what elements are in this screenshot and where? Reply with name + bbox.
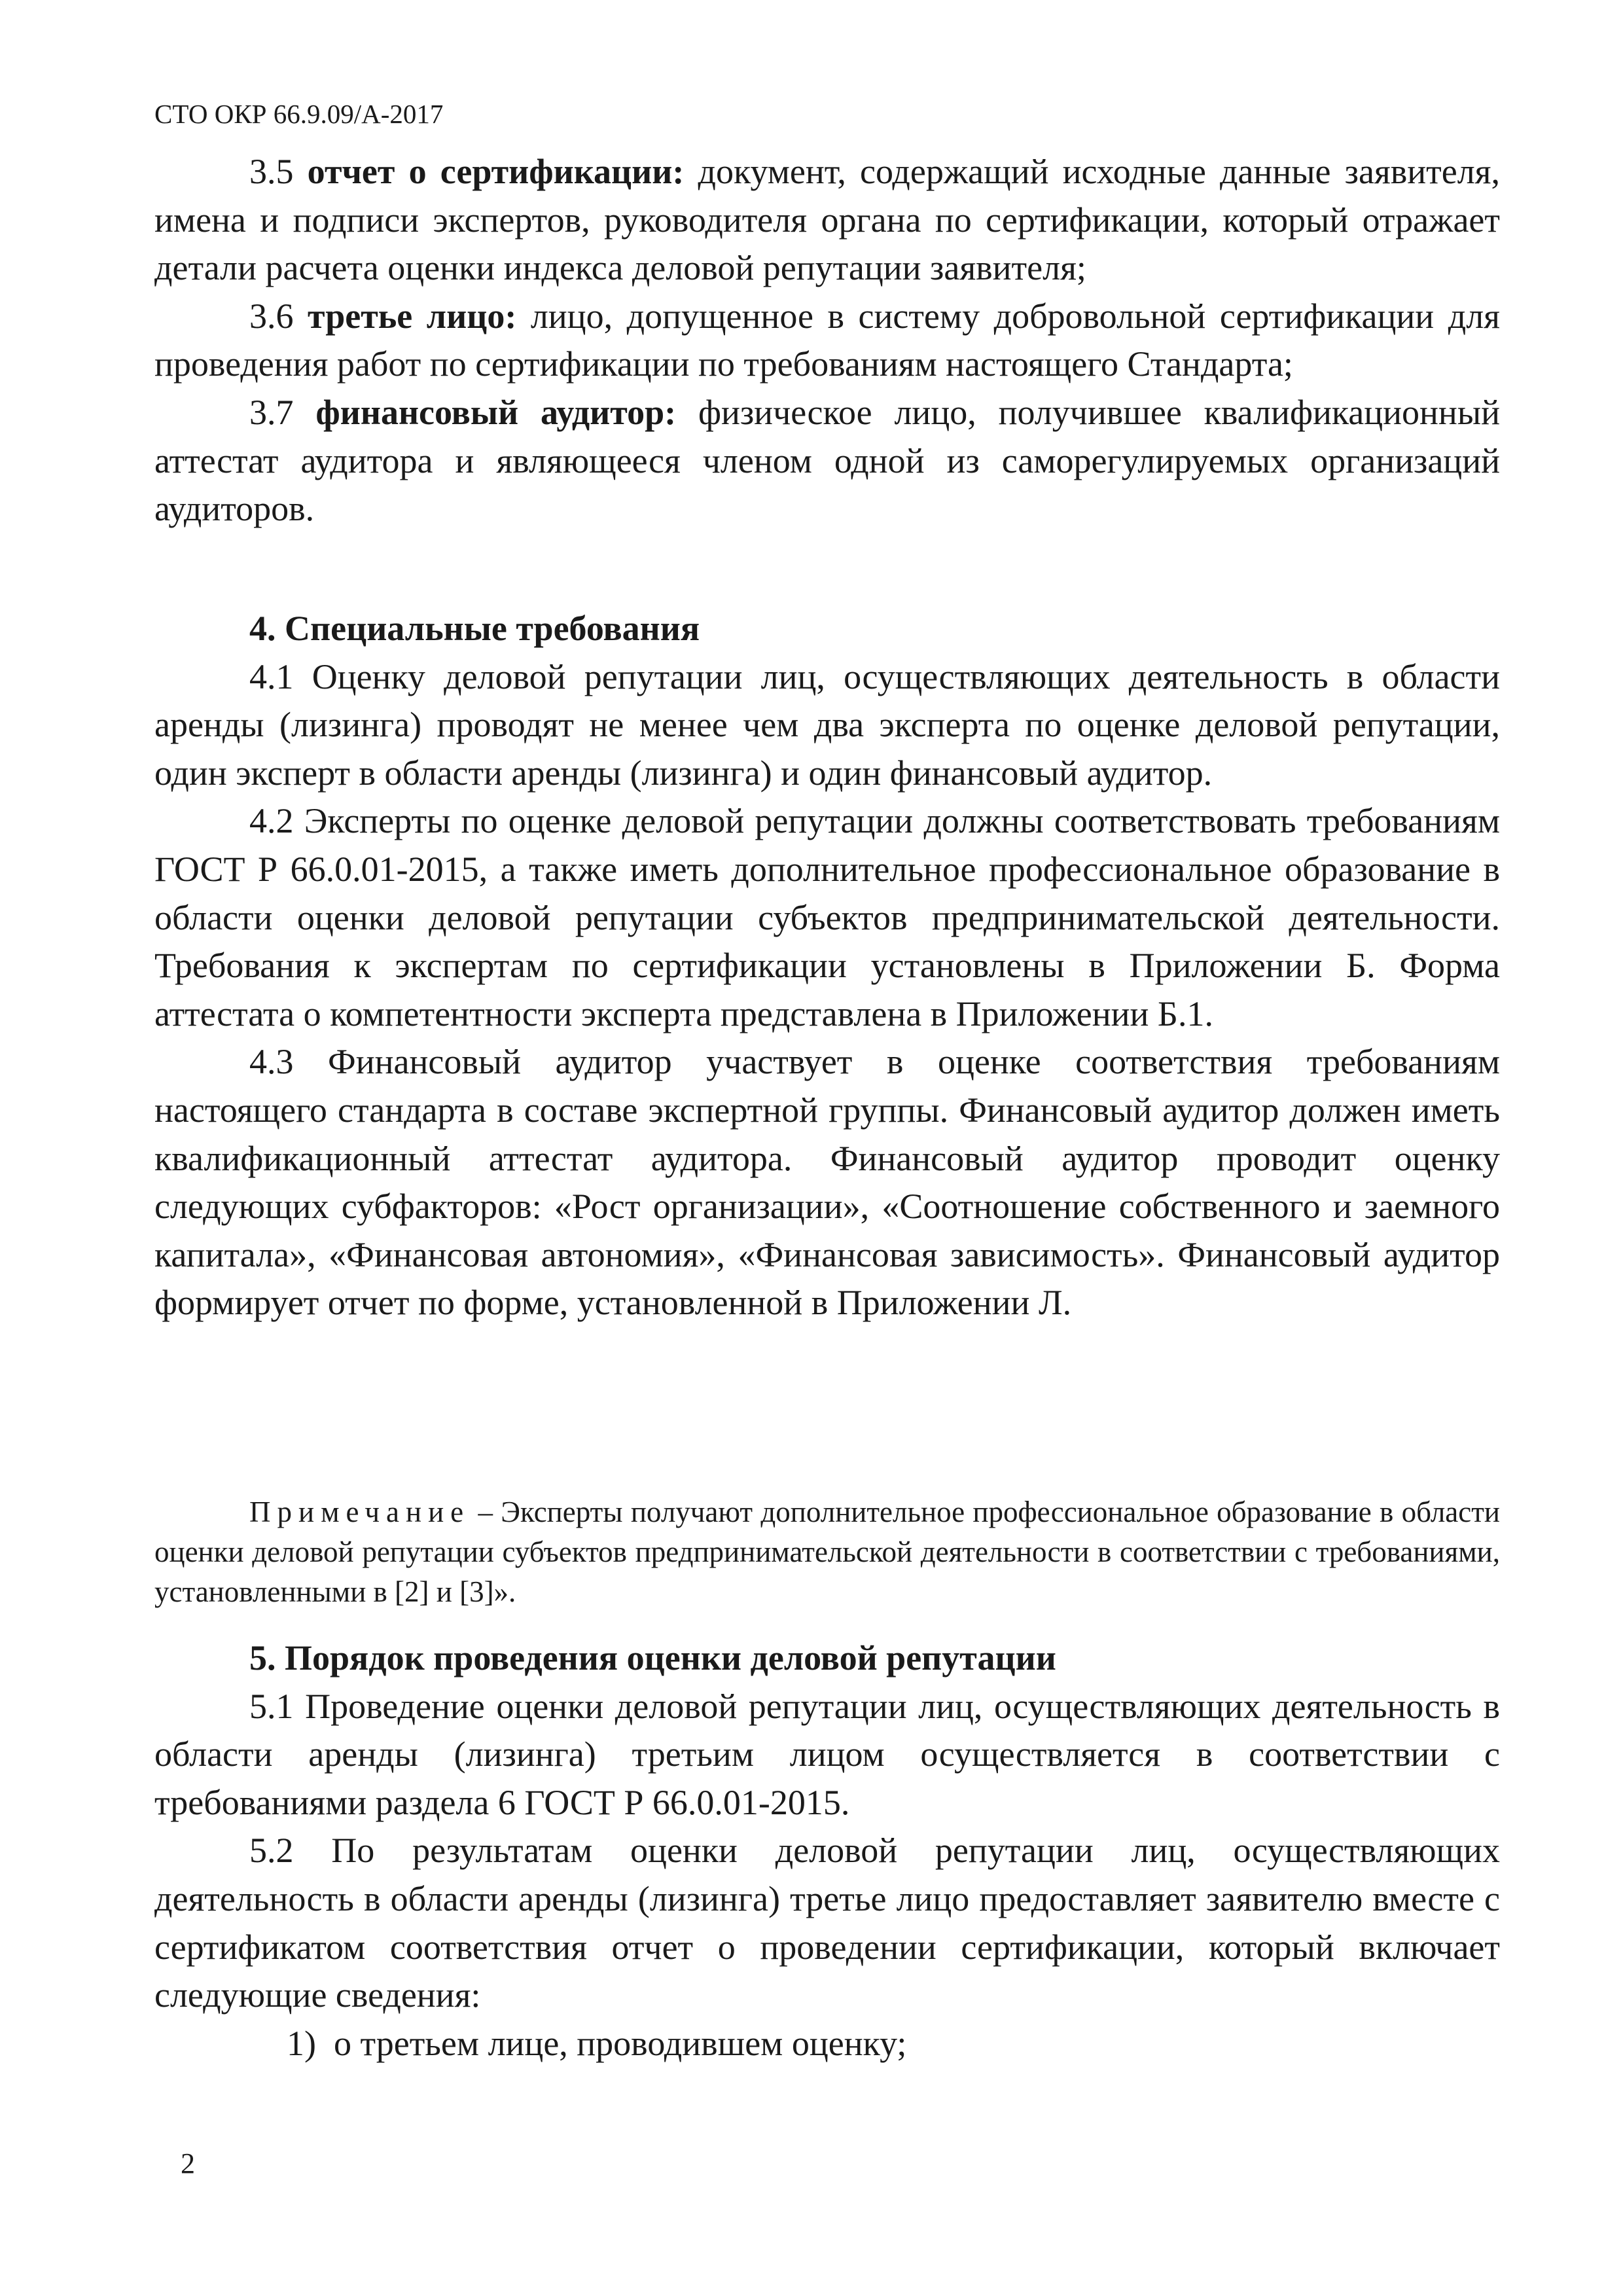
- definition-term: финансовый аудитор:: [315, 392, 677, 432]
- list-marker: 1): [287, 2023, 316, 2063]
- paragraph-4-2: 4.2 Эксперты по оценке деловой репутации должны соответствовать требованиям ГОСТ Р 66.0.01-2015, а также иметь дополнительное профессиональное образование в области оценки деловой репутации субъектов предпринимательской деятельности. Требования к экспертам по сертификации установлены в Приложении Б. Форма аттестата о компетентности эксперта представлена в Приложении Б.1.: [154, 801, 1500, 1033]
- definition-3-6: [154, 293, 1500, 389]
- paragraph-5-1: 5.1 Проведение оценки деловой репутации лиц, осуществляющих деятельность в области аренды (лизинга) третьим лицом осуществляется в соответствии с требованиями раздела 6 ГОСТ Р 66.0.01-2015.: [154, 1686, 1500, 1822]
- definition-text: документ, содержащий исходные данные заявителя, имена и подписи экспертов, руководителя органа по сертификации, который отражает детали расчета оценки индекса деловой репутации заявителя;: [154, 152, 1500, 288]
- section-heading: 4. Специальные требования: [249, 609, 700, 648]
- definition-3-5: [154, 148, 1500, 293]
- paragraph-4-3: 4.3 Финансовый аудитор участвует в оценке соответствия требованиям настоящего стандарта в составе экспертной группы. Финансовый аудитор должен иметь квалификационный аттестат аудитора. Финансовый аудитор проводит оценку следующих субфакторов: «Рост организации», «Соотношение собственного и заемного капитала», «Финансовая автономия», «Финансовая зависимость». Финансовый аудитор формирует отчет по форме, установленной в Приложении Л.: [154, 1042, 1500, 1323]
- section-5-procedure: [154, 1634, 1500, 2068]
- note-text: – Эксперты получают дополнительное профессиональное образование в области оценки деловой репутации субъектов предпринимательской деятельности в соответствии с требованиями, установленными в [2] и [3]».: [154, 1496, 1500, 1608]
- definition-number: 3.5: [249, 152, 294, 191]
- note-block: [154, 1492, 1500, 1612]
- definition-3-7: [154, 389, 1500, 533]
- definition-text: лицо, допущенное в систему добровольной сертификации для проведения работ по сертификации по требованиям настоящего Стандарта;: [154, 296, 1500, 384]
- note-paragraph: [154, 1492, 1500, 1612]
- list-item-text: о третьем лице, проводившем оценку;: [333, 2023, 907, 2063]
- paragraph-5-2: 5.2 По результатам оценки деловой репутации лиц, осуществляющих деятельность в области аренды (лизинга) третье лицо предоставляет заявителю вместе с сертификатом соответствия отчет о проведении сертификации, который включает следующие сведения:: [154, 1831, 1500, 2015]
- section-heading: 5. Порядок проведения оценки деловой репутации: [249, 1638, 1056, 1677]
- page-number: 2: [181, 2147, 195, 2179]
- document-header-code: СТО ОКР 66.9.09/А-2017: [154, 99, 444, 129]
- definition-term: третье лицо:: [308, 296, 517, 336]
- definition-number: 3.7: [249, 392, 294, 432]
- section-4-special-requirements: [154, 605, 1500, 1327]
- paragraph-4-1: 4.1 Оценку деловой репутации лиц, осуществляющих деятельность в области аренды (лизинга) проводят не менее чем два эксперта по оценке деловой репутации, один эксперт в области аренды (лизинга) и один финансовый аудитор.: [154, 656, 1500, 793]
- definition-term: отчет о сертификации:: [307, 152, 685, 191]
- section-3-definitions: [154, 148, 1500, 533]
- definition-number: 3.6: [249, 296, 294, 336]
- list-item: [154, 2020, 1500, 2068]
- note-label: Примечание: [249, 1496, 471, 1528]
- definition-text: физическое лицо, получившее квалификационный аттестат аудитора и являющееся членом одной из саморегулируемых организаций аудиторов.: [154, 392, 1500, 529]
